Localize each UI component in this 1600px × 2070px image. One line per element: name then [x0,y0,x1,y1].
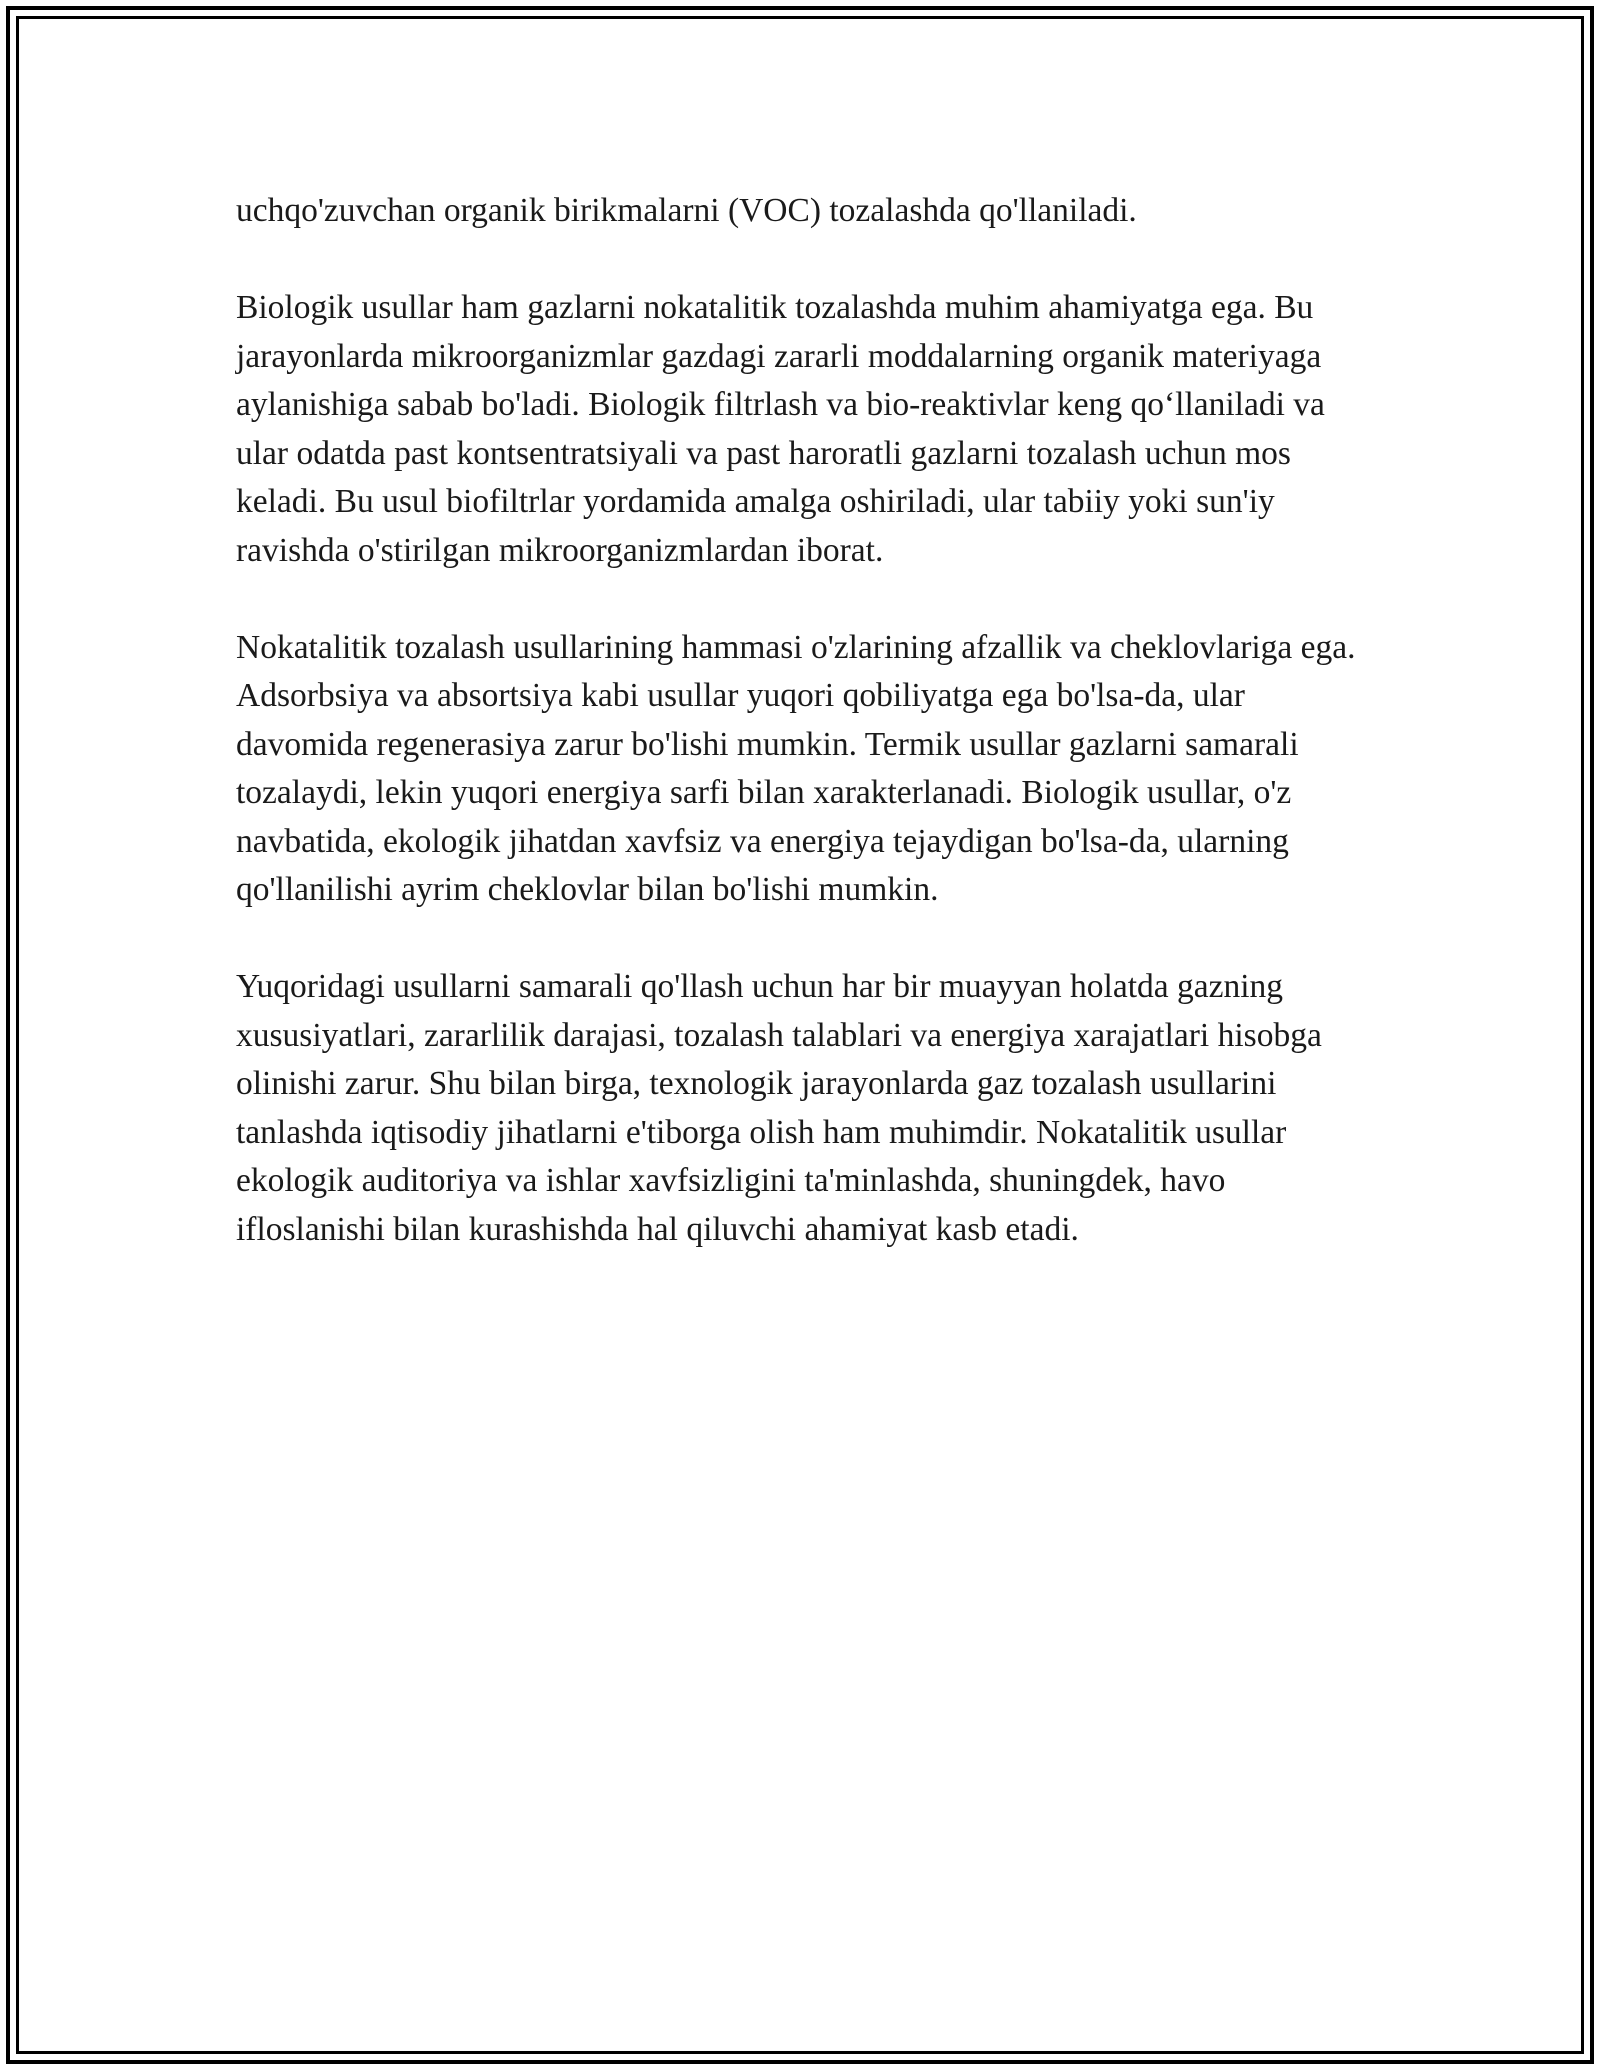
paragraph-biological-methods: Biologik usullar ham gazlarni nokatalitik tozalashda muhim ahamiyatga ega. Bu jarayonlarda mikroorganizmlar gazdagi zararli moddalarning organik materiyaga aylanishiga sabab bo'ladi. Biologik filtrlash va bio-reaktivlar keng qo‘llaniladi va ular odatda past kontsentratsiyali va past haroratli gazlarni tozalash uchun mos keladi. Bu usul biofiltrlar yordamida amalga oshiriladi, ular tabiiy yoki sun'iy ravishda o'stirilgan mikroorganizmlardan iborat. [236,289,1325,569]
paragraph-advantages-limitations: Nokatalitik tozalash usullarining hammasi o'zlarining afzallik va cheklovlariga ega. Adsorbsiya va absortsiya kabi usullar yuqori qobiliyatga ega bo'lsa-da, ular davomida regenerasiya zarur bo'lishi mumkin. Termik usullar gazlarni samarali tozalaydi, lekin yuqori energiya sarfi bilan xarakterlanadi. Biologik usullar, o'z navbatida, ekologik jihatdan xavfsiz va energiya tejaydigan bo'lsa-da, ularning qo'llanilishi ayrim cheklovlar bilan bo'lishi mumkin. [236,628,1356,908]
paragraph-continuation: uchqo'zuvchan organik birikmalarni (VOC) tozalashda qo'llaniladi. [236,192,1137,229]
document-body [236,187,1376,1254]
paragraph-conclusion: Yuqoridagi usullarni samarali qo'llash uchun har bir muayyan holatda gazning xususiyatlari, zararlilik darajasi, tozalash talablari va energiya xarajatlari hisobga olinishi zarur. Shu bilan birga, texnologik jarayonlarda gaz tozalash usullarini tanlashda iqtisodiy jihatlarni e'tiborga olish ham muhimdir. Nokatalitik usullar ekologik auditoriya va ishlar xavfsizligini ta'minlashda, shuningdek, havo ifloslanishi bilan kurashishda hal qiluvchi ahamiyat kasb etadi. [236,968,1322,1248]
